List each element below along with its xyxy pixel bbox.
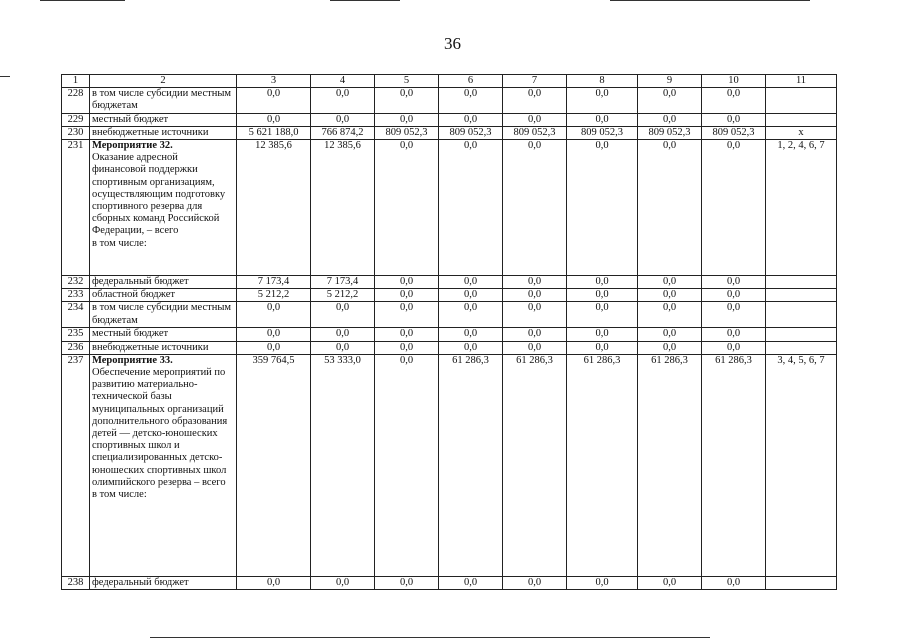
header-cell: 8 — [567, 75, 638, 88]
table-row — [62, 88, 837, 113]
value-cell: 61 286,3 — [567, 354, 638, 576]
value-cell: 0,0 — [311, 302, 375, 328]
value-cell: 0,0 — [439, 576, 503, 589]
value-cell: 61 286,3 — [702, 354, 766, 576]
value-cell: 0,0 — [638, 88, 702, 113]
scan-edge-top-right — [610, 0, 810, 1]
value-cell: 809 052,3 — [638, 126, 702, 139]
table-header-row — [62, 75, 837, 88]
row-number: 230 — [62, 126, 90, 139]
table-row — [62, 354, 837, 576]
row-number: 234 — [62, 302, 90, 328]
header-cell: 2 — [90, 75, 237, 88]
row-label: внебюджетные источники — [90, 126, 237, 139]
scan-edge-top-left — [40, 0, 125, 1]
value-cell: 0,0 — [503, 88, 567, 113]
value-cell: 5 212,2 — [237, 289, 311, 302]
table-row — [62, 126, 837, 139]
measure-title: Мероприятие 33. — [92, 354, 173, 366]
value-cell: 0,0 — [375, 289, 439, 302]
scan-edge-top-mid — [330, 0, 400, 1]
value-cell: 0,0 — [702, 302, 766, 328]
header-cell: 3 — [237, 75, 311, 88]
row-number: 232 — [62, 276, 90, 289]
value-cell: 0,0 — [567, 576, 638, 589]
row-label: местный бюджет — [90, 113, 237, 126]
value-cell: 12 385,6 — [311, 140, 375, 276]
value-cell: 5 621 188,0 — [237, 126, 311, 139]
header-cell: 10 — [702, 75, 766, 88]
header-cell: 7 — [503, 75, 567, 88]
reference-cell — [766, 302, 837, 328]
value-cell: 0,0 — [503, 140, 567, 276]
row-number: 238 — [62, 576, 90, 589]
value-cell: 0,0 — [567, 113, 638, 126]
table-row — [62, 276, 837, 289]
value-cell: 0,0 — [311, 341, 375, 354]
measure-note: в том числе: — [92, 489, 147, 501]
row-number: 236 — [62, 341, 90, 354]
measure-description: Оказание адресной финансовой поддержки спортивным организациям, осуществляющим подготовку спортивного резерва для сборных команд Российской Федерации, – всего — [92, 152, 226, 237]
value-cell: 0,0 — [503, 576, 567, 589]
header-cell: 11 — [766, 75, 837, 88]
value-cell: 0,0 — [375, 302, 439, 328]
reference-cell: x — [766, 126, 837, 139]
reference-cell — [766, 576, 837, 589]
header-cell: 4 — [311, 75, 375, 88]
value-cell: 0,0 — [638, 341, 702, 354]
value-cell: 809 052,3 — [439, 126, 503, 139]
value-cell: 0,0 — [702, 276, 766, 289]
row-label: областной бюджет — [90, 289, 237, 302]
value-cell: 0,0 — [567, 276, 638, 289]
value-cell: 0,0 — [638, 328, 702, 341]
value-cell: 0,0 — [702, 88, 766, 113]
value-cell: 61 286,3 — [503, 354, 567, 576]
value-cell: 0,0 — [567, 302, 638, 328]
header-cell: 1 — [62, 75, 90, 88]
value-cell: 0,0 — [311, 328, 375, 341]
row-number: 237 — [62, 354, 90, 576]
value-cell: 0,0 — [567, 328, 638, 341]
row-label — [90, 140, 237, 276]
value-cell: 0,0 — [702, 113, 766, 126]
budget-table — [61, 74, 837, 590]
value-cell: 766 874,2 — [311, 126, 375, 139]
measure-title: Мероприятие 32. — [92, 140, 173, 152]
value-cell: 0,0 — [375, 276, 439, 289]
row-label: в том числе субсидии местным бюджетам — [90, 302, 237, 328]
row-label — [90, 354, 237, 576]
row-label: в том числе субсидии местным бюджетам — [90, 88, 237, 113]
reference-cell: 3, 4, 5, 6, 7 — [766, 354, 837, 576]
value-cell: 0,0 — [375, 113, 439, 126]
measure-description: Обеспечение мероприятий по развитию материально-технической базы муниципальных организаций дополнительного образования детей — детско-юношеских спортивных школ и специализированных детско-юношеских спортивных школ олимпийского резерва – всего — [92, 367, 228, 488]
value-cell: 7 173,4 — [311, 276, 375, 289]
row-number: 235 — [62, 328, 90, 341]
reference-cell — [766, 88, 837, 113]
reference-cell — [766, 276, 837, 289]
header-cell: 6 — [439, 75, 503, 88]
scan-edge-left-mark — [0, 76, 10, 77]
value-cell: 0,0 — [375, 140, 439, 276]
value-cell: 0,0 — [237, 302, 311, 328]
row-label: федеральный бюджет — [90, 576, 237, 589]
value-cell: 0,0 — [702, 576, 766, 589]
value-cell: 0,0 — [375, 354, 439, 576]
value-cell: 0,0 — [503, 302, 567, 328]
value-cell: 0,0 — [503, 276, 567, 289]
value-cell: 0,0 — [237, 576, 311, 589]
value-cell: 0,0 — [375, 328, 439, 341]
page-number: 36 — [444, 34, 461, 53]
value-cell: 0,0 — [638, 276, 702, 289]
value-cell: 809 052,3 — [375, 126, 439, 139]
value-cell: 0,0 — [567, 88, 638, 113]
row-number: 231 — [62, 140, 90, 276]
value-cell: 0,0 — [439, 328, 503, 341]
value-cell: 0,0 — [311, 88, 375, 113]
reference-cell — [766, 328, 837, 341]
value-cell: 7 173,4 — [237, 276, 311, 289]
table-row — [62, 341, 837, 354]
value-cell: 0,0 — [702, 289, 766, 302]
reference-cell — [766, 341, 837, 354]
value-cell: 0,0 — [439, 341, 503, 354]
header-cell: 9 — [638, 75, 702, 88]
row-number: 228 — [62, 88, 90, 113]
value-cell: 809 052,3 — [567, 126, 638, 139]
measure-note: в том числе: — [92, 237, 147, 249]
value-cell: 0,0 — [439, 88, 503, 113]
value-cell: 0,0 — [439, 140, 503, 276]
value-cell: 0,0 — [439, 276, 503, 289]
value-cell: 0,0 — [237, 328, 311, 341]
value-cell: 0,0 — [439, 113, 503, 126]
value-cell: 0,0 — [237, 341, 311, 354]
value-cell: 359 764,5 — [237, 354, 311, 576]
value-cell: 0,0 — [702, 328, 766, 341]
reference-cell — [766, 113, 837, 126]
value-cell: 12 385,6 — [237, 140, 311, 276]
header-cell: 5 — [375, 75, 439, 88]
value-cell: 809 052,3 — [503, 126, 567, 139]
reference-cell: 1, 2, 4, 6, 7 — [766, 140, 837, 276]
table-row — [62, 113, 837, 126]
value-cell: 5 212,2 — [311, 289, 375, 302]
row-number: 229 — [62, 113, 90, 126]
value-cell: 0,0 — [237, 113, 311, 126]
value-cell: 0,0 — [503, 328, 567, 341]
row-label: федеральный бюджет — [90, 276, 237, 289]
table-row — [62, 302, 837, 328]
value-cell: 0,0 — [567, 289, 638, 302]
value-cell: 0,0 — [439, 289, 503, 302]
row-label: внебюджетные источники — [90, 341, 237, 354]
value-cell: 0,0 — [375, 341, 439, 354]
value-cell: 53 333,0 — [311, 354, 375, 576]
value-cell: 0,0 — [638, 113, 702, 126]
value-cell: 0,0 — [638, 302, 702, 328]
value-cell: 0,0 — [702, 341, 766, 354]
value-cell: 61 286,3 — [638, 354, 702, 576]
table-row — [62, 576, 837, 589]
value-cell: 809 052,3 — [702, 126, 766, 139]
value-cell: 0,0 — [567, 341, 638, 354]
table-row — [62, 289, 837, 302]
value-cell: 0,0 — [503, 341, 567, 354]
reference-cell — [766, 289, 837, 302]
value-cell: 0,0 — [503, 289, 567, 302]
value-cell: 0,0 — [702, 140, 766, 276]
value-cell: 61 286,3 — [439, 354, 503, 576]
value-cell: 0,0 — [237, 88, 311, 113]
value-cell: 0,0 — [439, 302, 503, 328]
value-cell: 0,0 — [638, 289, 702, 302]
value-cell: 0,0 — [638, 140, 702, 276]
table-row — [62, 328, 837, 341]
row-number: 233 — [62, 289, 90, 302]
scan-edge-bottom — [150, 637, 710, 638]
row-label: местный бюджет — [90, 328, 237, 341]
value-cell: 0,0 — [638, 576, 702, 589]
value-cell: 0,0 — [375, 576, 439, 589]
value-cell: 0,0 — [375, 88, 439, 113]
value-cell: 0,0 — [567, 140, 638, 276]
value-cell: 0,0 — [311, 576, 375, 589]
value-cell: 0,0 — [311, 113, 375, 126]
table-row — [62, 140, 837, 276]
value-cell: 0,0 — [503, 113, 567, 126]
